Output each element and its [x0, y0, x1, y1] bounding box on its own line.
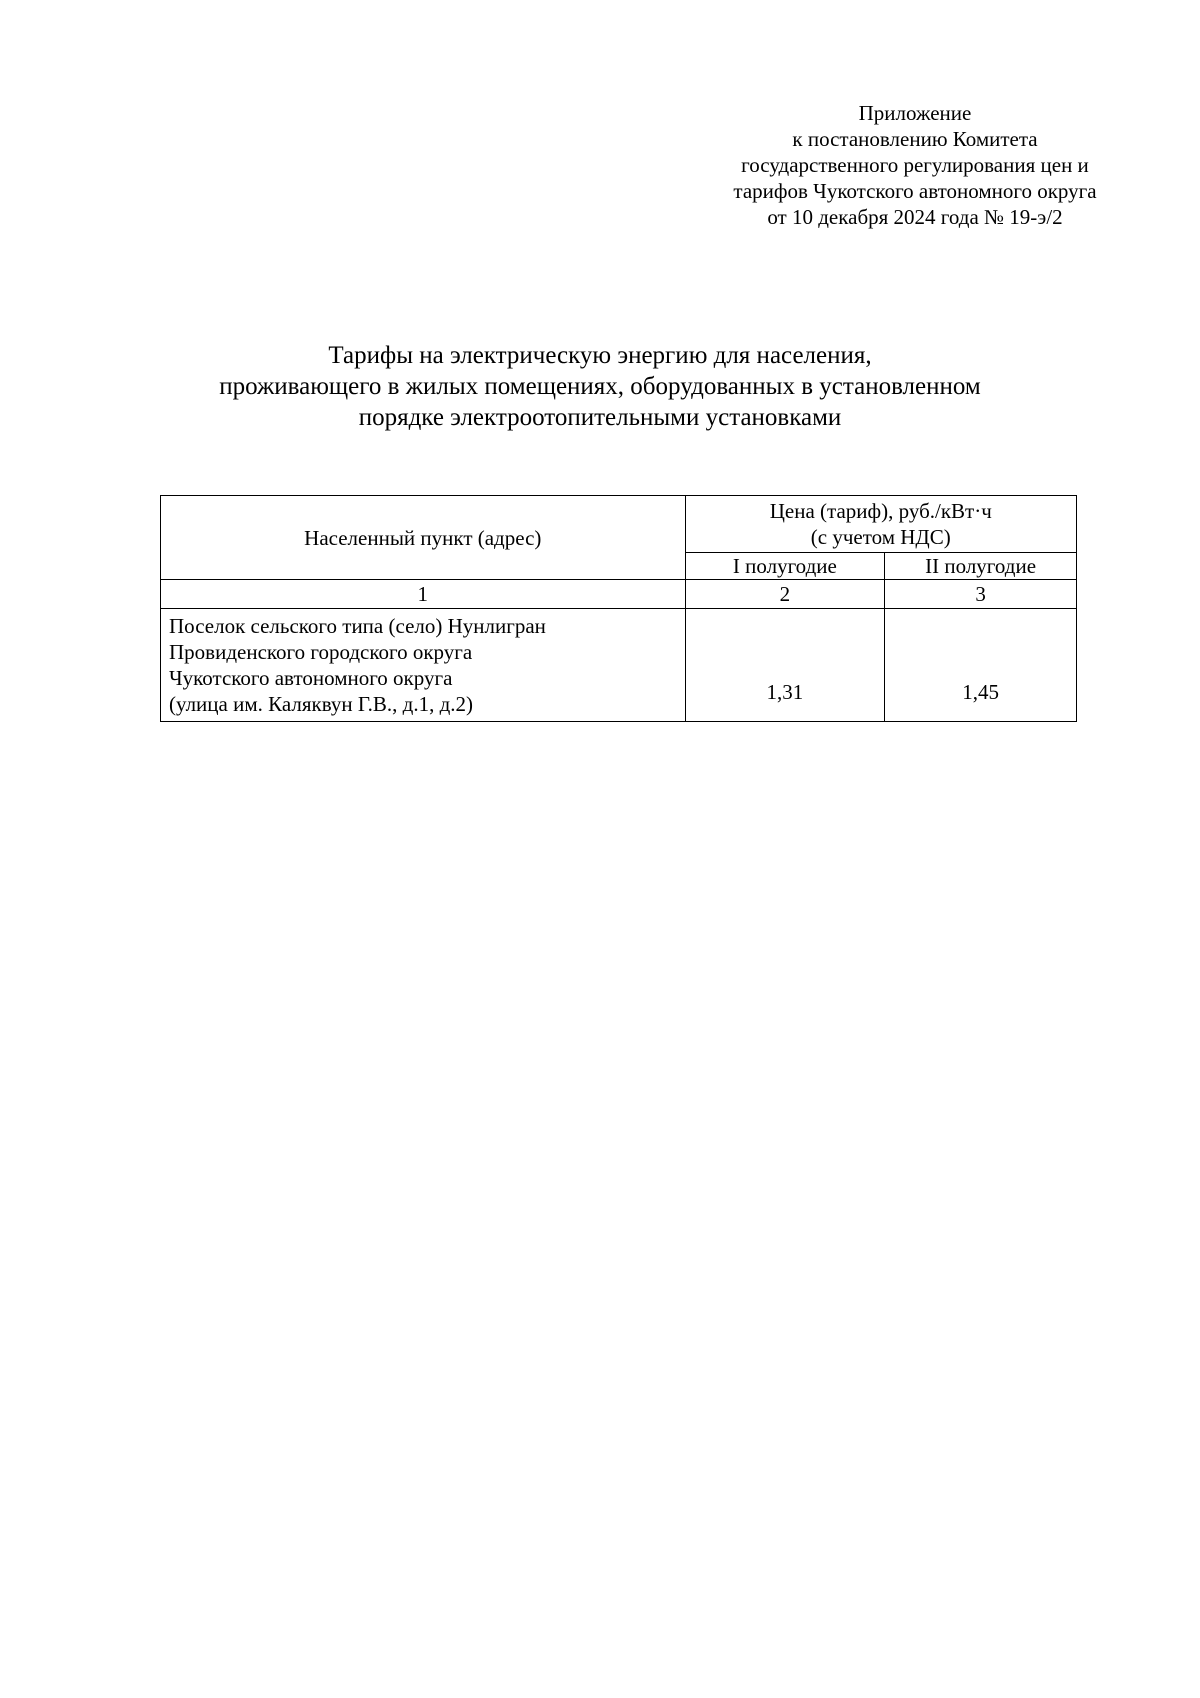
title-line: Тарифы на электрическую энергию для населения,: [328, 342, 872, 369]
appendix-line: к постановлению Комитета: [792, 127, 1038, 151]
appendix-line: государственного регулирования цен и: [741, 153, 1089, 177]
table-row: [161, 609, 1077, 722]
tariff-table: [160, 495, 1077, 722]
column-number: 2: [685, 580, 885, 609]
address-line: Провиденского городского округа: [169, 640, 473, 664]
title-line: порядке электроотопительными установками: [358, 404, 842, 431]
header-price-line: (с учетом НДС): [810, 525, 951, 549]
address-line: (улица им. Каляквун Г.В., д.1, д.2): [169, 692, 474, 716]
column-number-row: [161, 580, 1077, 609]
appendix-line: Приложение: [858, 101, 972, 125]
column-number: 3: [885, 580, 1077, 609]
header-half1: I полугодие: [685, 553, 885, 580]
address-cell: [161, 609, 686, 722]
title-line: проживающего в жилых помещениях, оборудованных в установленном: [219, 373, 981, 400]
appendix-line: тарифов Чукотского автономного округа: [733, 179, 1097, 203]
appendix-line: от 10 декабря 2024 года № 19-э/2: [767, 205, 1063, 229]
tariff-half2-value: 1,45: [885, 609, 1077, 722]
address-line: Поселок сельского типа (село) Нунлигран: [169, 614, 546, 638]
address-line: Чукотского автономного округа: [169, 666, 453, 690]
tariff-half1-value: 1,31: [685, 609, 885, 722]
header-price-line: Цена (тариф), руб./кВт·ч: [769, 499, 992, 523]
appendix-block: [680, 100, 1150, 230]
header-half2: II полугодие: [885, 553, 1077, 580]
table-header-row: [161, 496, 1077, 553]
column-number: 1: [161, 580, 686, 609]
document-title: [150, 340, 1050, 433]
header-address: Населенный пункт (адрес): [161, 496, 686, 580]
header-price: [685, 496, 1076, 553]
